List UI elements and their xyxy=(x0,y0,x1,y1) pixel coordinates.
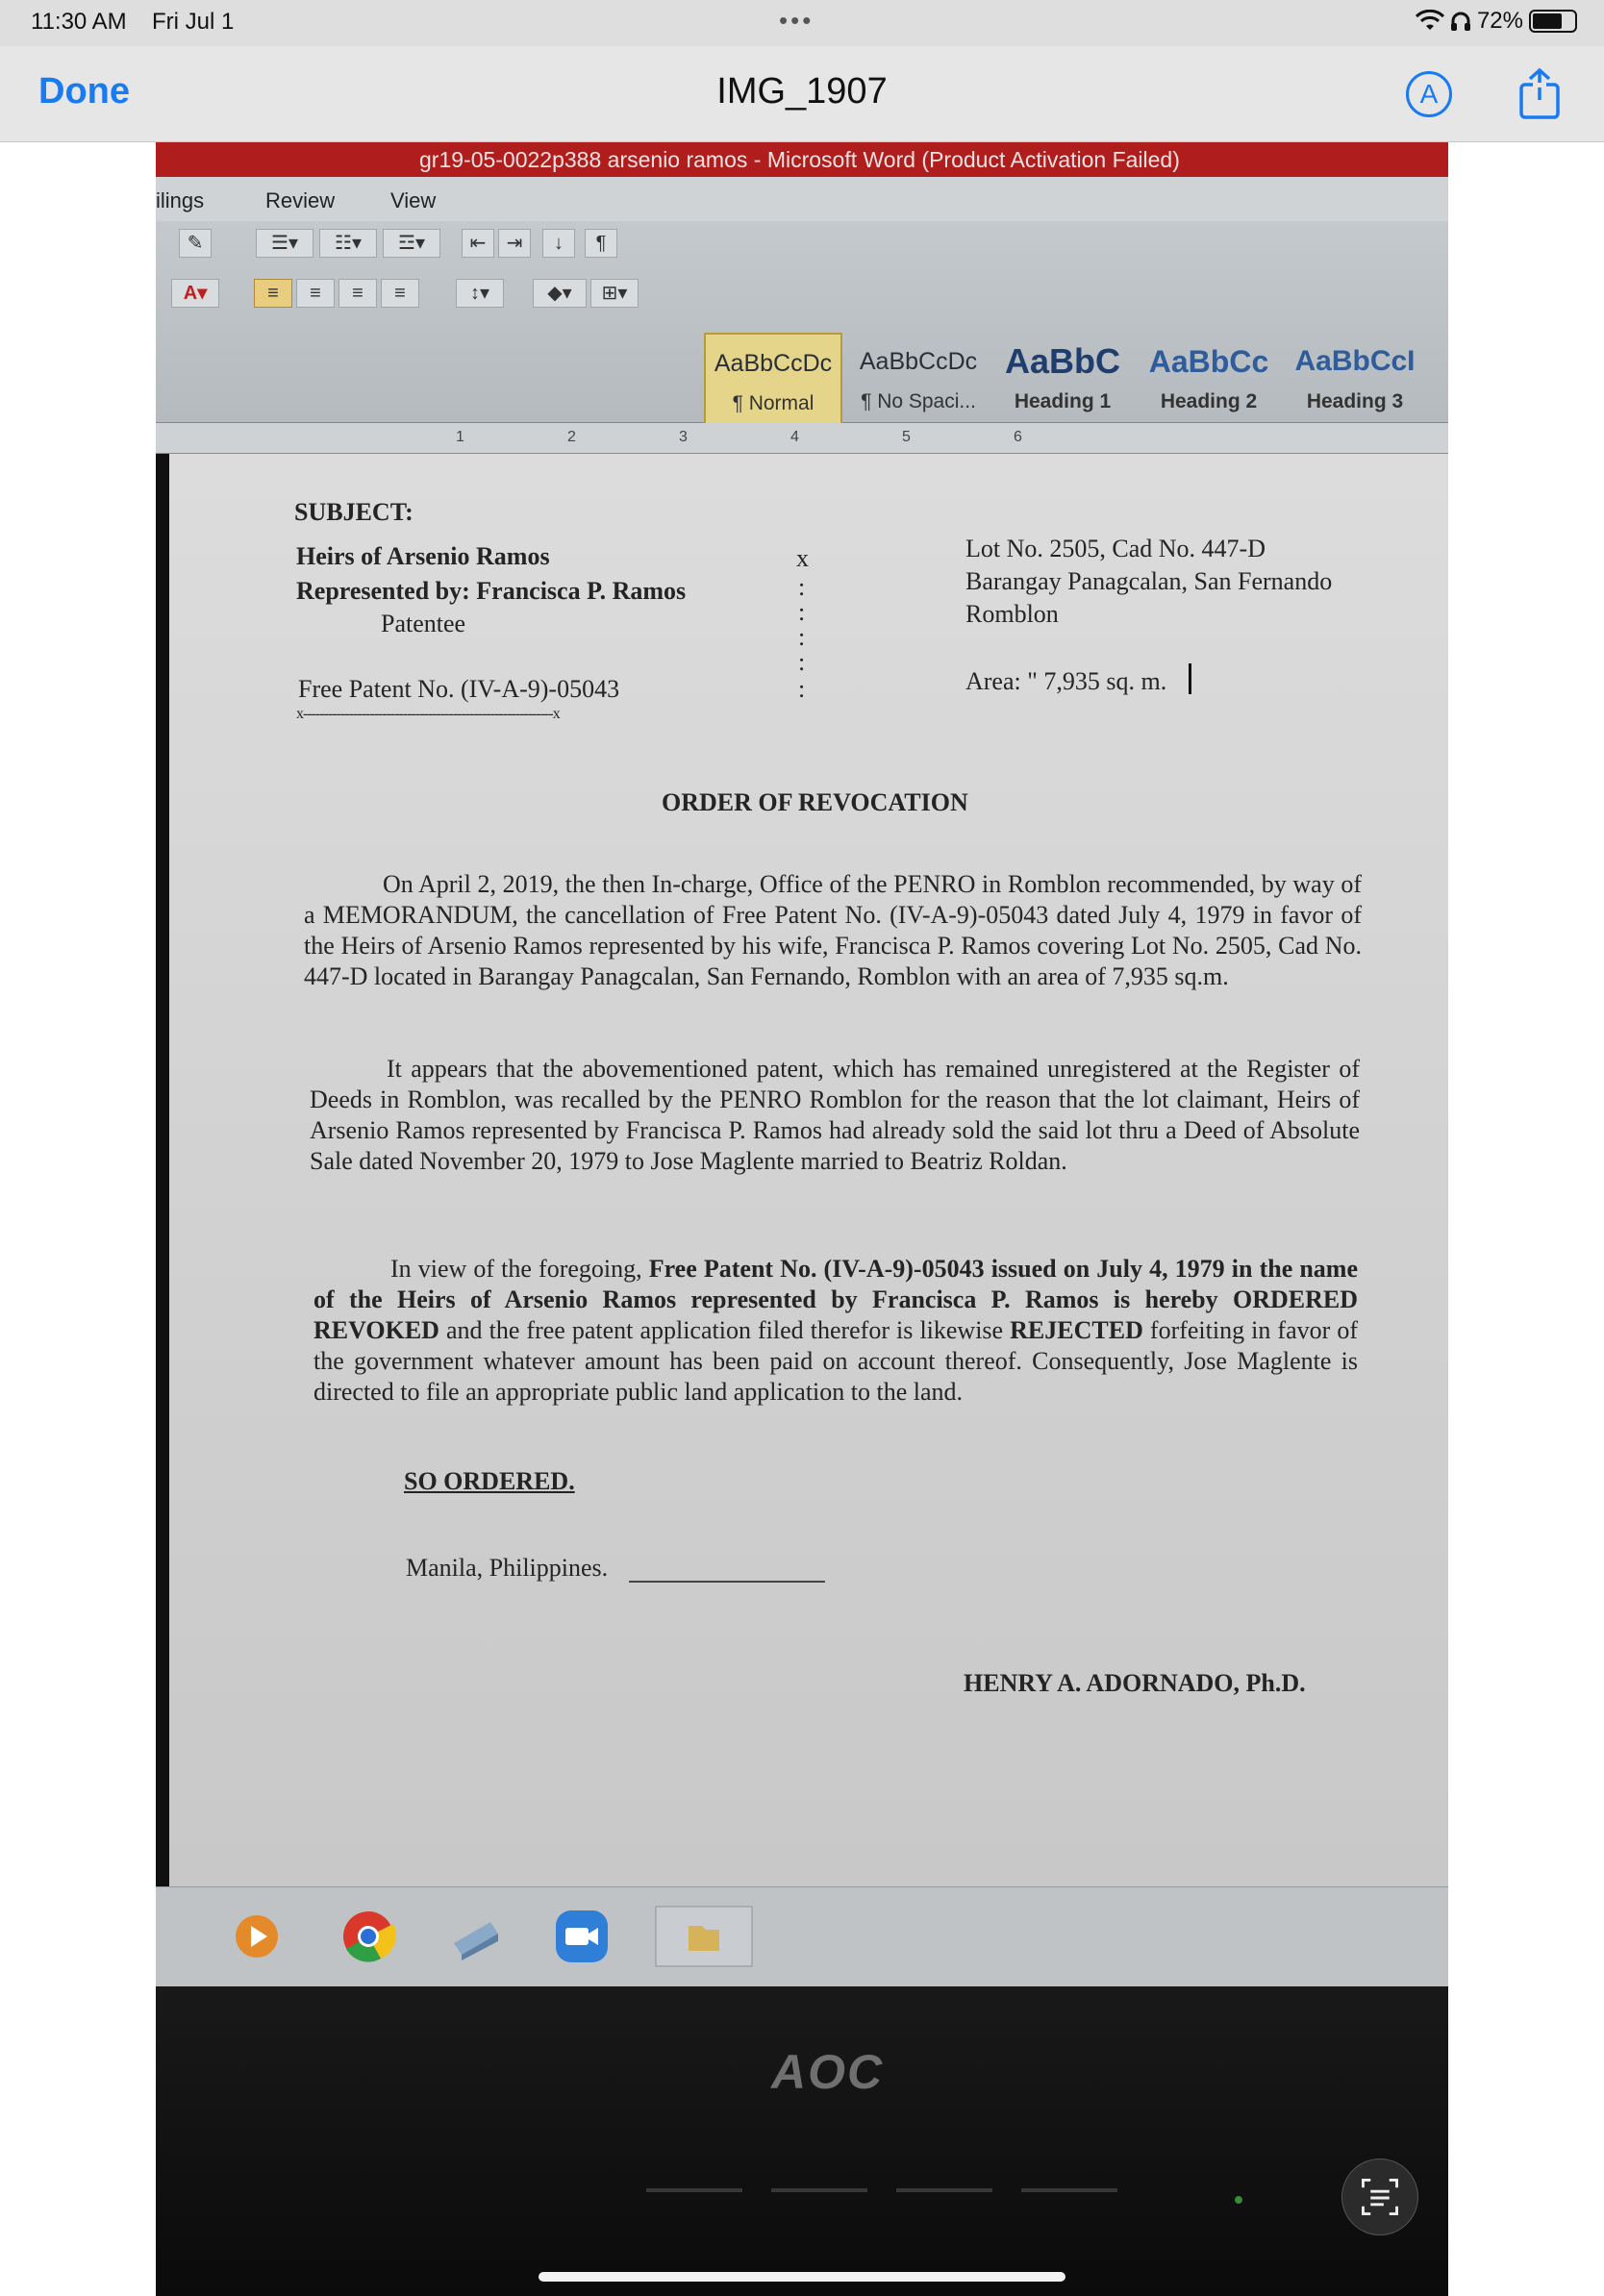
media-player-icon[interactable] xyxy=(225,1905,288,1968)
image-title: IMG_1907 xyxy=(716,71,888,112)
monitor-button xyxy=(896,2188,992,2192)
status-time: 11:30 AM xyxy=(31,9,127,35)
style-heading-1-preview: AaBbC xyxy=(1004,341,1120,381)
style-heading-1-name: Heading 1 xyxy=(1014,390,1112,412)
increase-indent-icon[interactable]: ⇥ xyxy=(498,229,531,258)
borders-icon[interactable]: ⊞▾ xyxy=(590,279,639,308)
align-left-icon[interactable]: ≡ xyxy=(254,279,292,308)
word-title-bar: gr19-05-0022p388 arsenio ramos - Microsoft Word (Product Activation Failed) xyxy=(156,142,1448,177)
dashed-separator: x------------------------------------------------------------x xyxy=(296,706,560,722)
paragraph-2: It appears that the abovementioned patent, which has remained unregistered at the Register of Deeds in Romblon, was recalled by the PENRO Romblon for the reason that the lot claimant, Heirs of Arsenio Ramos represented by Francisca P. Ramos had already sold the said lot thru a Deed of Absolute Sale dated November 20, 1979 to Jose Maglente married to Beatriz Roldan. xyxy=(310,1055,1360,1175)
heirs-line: Heirs of Arsenio Ramos xyxy=(296,542,550,570)
pilcrow-icon[interactable]: ¶ xyxy=(585,229,617,258)
monitor-button xyxy=(646,2188,742,2192)
ruler-number: 1 xyxy=(456,429,464,445)
paragraph-3-rejected: REJECTED xyxy=(1010,1316,1143,1344)
document-page[interactable] xyxy=(169,454,1448,1886)
sort-icon[interactable]: ↓ xyxy=(542,229,575,258)
photo-content xyxy=(156,142,1448,2296)
patentee-line: Patentee xyxy=(381,610,466,637)
status-right xyxy=(1416,8,1577,35)
home-indicator[interactable] xyxy=(539,2272,1065,2282)
done-button[interactable]: Done xyxy=(38,71,130,112)
battery-fill xyxy=(1533,13,1562,29)
headphones-icon xyxy=(1450,10,1471,33)
separator-colon: : xyxy=(798,573,806,601)
lot-line: Lot No. 2505, Cad No. 447-D xyxy=(965,535,1266,562)
monitor-button xyxy=(771,2188,867,2192)
battery-icon xyxy=(1529,10,1577,33)
separator-x: x xyxy=(796,544,809,572)
windows-taskbar xyxy=(156,1886,1448,1986)
align-right-icon[interactable]: ≡ xyxy=(338,279,377,308)
separator-colon: : xyxy=(798,623,806,651)
paragraph-3 xyxy=(313,1254,1358,1408)
justify-icon[interactable]: ≡ xyxy=(381,279,419,308)
monitor-brand: AOC xyxy=(771,2045,885,2099)
power-led xyxy=(1235,2196,1242,2204)
decrease-indent-icon[interactable]: ⇤ xyxy=(462,229,494,258)
area-line: Area: " 7,935 sq. m. xyxy=(965,667,1167,695)
paragraph-3-middle: and the free patent application filed therefor is likewise xyxy=(439,1316,1011,1344)
photo-nav-bar xyxy=(0,46,1604,142)
manila-line: Manila, Philippines. xyxy=(406,1554,609,1582)
free-patent-line: Free Patent No. (IV-A-9)-05043 xyxy=(298,675,620,703)
folder-icon[interactable] xyxy=(654,1905,754,1968)
paragraph-1: On April 2, 2019, the then In-charge, Office of the PENRO in Romblon recommended, by way of a MEMORANDUM, the cancellation of Free Patent No. (IV-A-9)-05043 dated July 4, 1979 in favor of the Heirs of Arsenio Ramos represented by his wife, Francisca P. Ramos covering Lot No. 2505, Cad No. 447-D located in Barangay Panagcalan, San Fernando, Romblon with an area of 7,935 sq.m. xyxy=(304,870,1362,990)
style-no-spacing-preview: AaBbCcDc xyxy=(859,348,978,375)
style-heading-2-name: Heading 2 xyxy=(1160,390,1258,412)
order-title: ORDER OF REVOCATION xyxy=(662,788,968,816)
ribbon xyxy=(156,221,1448,423)
font-color-icon[interactable]: A▾ xyxy=(171,279,219,308)
ruler-number: 2 xyxy=(567,429,576,445)
tab-view[interactable]: View xyxy=(390,188,437,212)
signatory-name: HENRY A. ADORNADO, Ph.D. xyxy=(964,1669,1306,1697)
paragraph-3-intro: In view of the foregoing, xyxy=(390,1255,649,1283)
monitor-bezel xyxy=(156,1986,1448,2296)
ruler-number: 4 xyxy=(790,429,799,445)
paragraph-3-end: forfeiting in favor of the government whatever amount has been paid on account thereof. Consequently, Jose Maglente is directed to file an appropriate public land application to the land. xyxy=(313,1316,1358,1406)
numbering-icon[interactable]: ☷▾ xyxy=(319,229,377,258)
style-normal-name: ¶ Normal xyxy=(732,392,815,414)
share-icon[interactable] xyxy=(1516,67,1564,119)
status-date: Fri Jul 1 xyxy=(152,9,235,35)
explorer-icon[interactable] xyxy=(444,1905,508,1968)
style-normal-preview: AaBbCcDc xyxy=(714,350,833,377)
status-bar xyxy=(0,0,1604,46)
style-heading-2-preview: AaBbCc xyxy=(1148,344,1269,379)
subject-label: SUBJECT: xyxy=(294,498,414,526)
ribbon-tabs xyxy=(156,177,1448,221)
horizontal-ruler[interactable] xyxy=(156,423,1448,454)
live-text-icon[interactable] xyxy=(1341,2159,1418,2235)
style-heading-3-name: Heading 3 xyxy=(1306,390,1404,412)
multitasking-dots[interactable]: ••• xyxy=(779,6,815,35)
monitor-button xyxy=(1021,2188,1117,2192)
multilevel-list-icon[interactable]: ☲▾ xyxy=(383,229,440,258)
tab-mailings[interactable]: ilings xyxy=(156,188,205,212)
province-line: Romblon xyxy=(965,600,1059,628)
markup-icon[interactable]: A xyxy=(1406,71,1452,117)
separator-colon: : xyxy=(798,675,806,703)
text-cursor xyxy=(1189,663,1191,694)
separator-colon: : xyxy=(798,648,806,676)
so-ordered: SO ORDERED. xyxy=(404,1467,575,1495)
paragraph-3-revoked: Free Patent No. (IV-A-9)-05043 issued on July 4, 1979 in the name of the Heirs of Arsenio Ramos represented by Francisca P. Ramos is hereby ORDERED REVOKED xyxy=(313,1255,1358,1344)
separator-colon: : xyxy=(798,598,806,626)
style-heading-3-preview: AaBbCcI xyxy=(1294,345,1416,377)
line-spacing-icon[interactable]: ↕▾ xyxy=(456,279,504,308)
spelling-icon[interactable]: ✎ xyxy=(179,229,212,258)
barangay-line: Barangay Panagcalan, San Fernando xyxy=(965,567,1333,595)
video-call-icon[interactable] xyxy=(550,1905,614,1968)
ruler-number: 5 xyxy=(902,429,911,445)
represented-line: Represented by: Francisca P. Ramos xyxy=(296,577,687,605)
shading-icon[interactable]: ◆▾ xyxy=(533,279,587,308)
wifi-icon xyxy=(1416,10,1444,33)
chrome-icon[interactable] xyxy=(337,1905,400,1968)
style-no-spacing-name: ¶ No Spaci... xyxy=(861,390,976,412)
bullets-icon[interactable]: ☰▾ xyxy=(256,229,313,258)
align-center-icon[interactable]: ≡ xyxy=(296,279,335,308)
tab-review[interactable]: Review xyxy=(265,188,336,212)
ruler-number: 6 xyxy=(1014,429,1022,445)
date-blank-line xyxy=(629,1581,825,1583)
battery-percent: 72% xyxy=(1476,8,1523,34)
ruler-number: 3 xyxy=(679,429,688,445)
